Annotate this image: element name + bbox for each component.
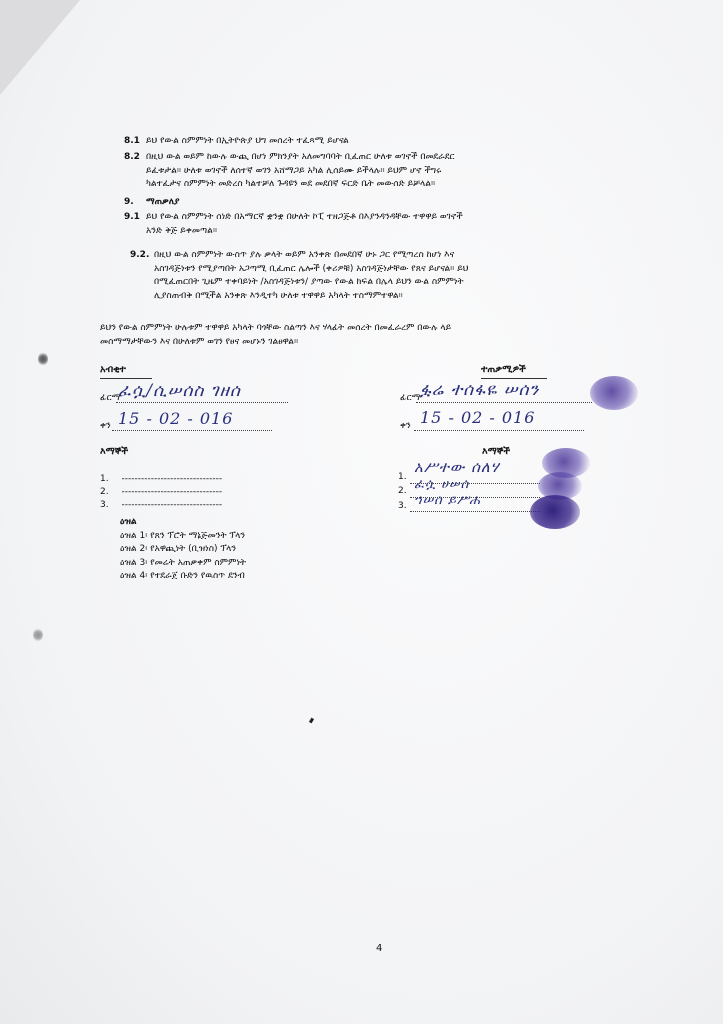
witness-signature: ኀሠሰ ይሥሐ bbox=[414, 493, 481, 508]
clause-line: ይፈቱታል። ሁለቱ ወገኖች ለሰተኛ ወገን አሸማጋይ አካል ሊሰይሙ ይችላሉ። ይህም ሆኖ ችግሩ bbox=[146, 165, 442, 176]
witness-number: 1. bbox=[100, 474, 109, 484]
right-signature: ፏሬ ተሰፋዬ ሠሰን bbox=[420, 380, 540, 400]
annex-item: ዕዝል 3፡ የመሬት አጠቃቀም ስምምነት bbox=[120, 557, 247, 568]
clause-9-2 bbox=[130, 249, 650, 303]
witness-signature: አሥተው ሰለሃ bbox=[414, 458, 500, 476]
witness-row bbox=[100, 487, 222, 497]
annex-item: ዕዝል 4፡ የተደራጀ ቡድን የዉስጥ ደንብ bbox=[120, 571, 245, 581]
clause-number: 8.2 bbox=[124, 152, 140, 162]
stray-mark bbox=[309, 718, 314, 724]
signature-label: ፊርማ bbox=[400, 393, 421, 403]
witness-row bbox=[100, 474, 222, 484]
clause-line: ካልተፈታና ስምምነት መድረስ ካልተቻለ ጉዳዩን ወደ መደበኛ ፍርድ ቤት መውሰድ ይቻላል። bbox=[146, 179, 436, 189]
folded-corner bbox=[0, 0, 80, 95]
clause-line: ይህ የውል ስምምነት ሰነድ በአማርኛ ቋንቋ በሁለት ኮፒ ተዘጋጅቶ በእያንዳንዳቸው ተዋዋይ ወገኖች bbox=[146, 212, 463, 222]
signature-line bbox=[116, 402, 288, 403]
annex-title: ዕዝል bbox=[120, 517, 137, 527]
witness-signature: ፈሷ ሀሠሰ bbox=[414, 477, 470, 492]
page-number: 4 bbox=[376, 943, 383, 954]
witness-row bbox=[100, 500, 222, 510]
punch-hole bbox=[38, 352, 48, 366]
signature-line bbox=[416, 402, 592, 403]
clause-line: አስገዳጅነቱን የሚያጣበት አጋጣሚ ቢፈጠር ሌሎች (ቀሪዎቹ) አስገዳጅነታቸው የጸና ይሆናል። ይህ bbox=[154, 263, 469, 274]
witness-row bbox=[398, 472, 407, 482]
date-label: ቀን bbox=[400, 421, 411, 431]
right-date: 15 - 02 - 016 bbox=[420, 408, 536, 427]
clause-number: 9.1 bbox=[124, 212, 140, 222]
witness-line bbox=[410, 483, 540, 484]
witness-row bbox=[398, 486, 407, 496]
label-underline bbox=[481, 378, 547, 379]
date-line bbox=[112, 430, 272, 431]
date-line bbox=[414, 430, 584, 431]
witness-number: 2. bbox=[398, 486, 407, 496]
witness-number: 3. bbox=[100, 500, 109, 510]
left-witnesses-label: እማኞች bbox=[100, 446, 129, 457]
date-label: ቀን bbox=[100, 421, 111, 431]
witness-number: 3. bbox=[398, 501, 407, 511]
closing-line: ይህን የውል ስምምነት ሁሉቱም ተዋዋይ አካላት ባጎቸው ስልጣን እና ሃላፊት መሰረት በመፈራረም በውሉ ላይ bbox=[100, 323, 452, 333]
witness-value: ------------------------------- bbox=[121, 487, 223, 497]
annex-item: ዕዝል 1፡ የጸን ፕሮት ማኔጅመንት ፕላን bbox=[120, 530, 246, 541]
section-title: ማጠቃለያ bbox=[146, 197, 180, 207]
clause-number: 8.1 bbox=[124, 136, 140, 146]
clause-line: በዚህ ውል ስምምነት ውስጥ ያሉ ቃላት ወይም አንቀጽ በመደበኛ ሁኑ ጋር የሚጣረስ ከሆነ እና bbox=[154, 250, 455, 260]
witness-value: ------------------------------- bbox=[121, 474, 223, 484]
annex-list bbox=[120, 516, 246, 584]
witness-number: 2. bbox=[100, 487, 109, 497]
clause-9-1 bbox=[124, 211, 644, 238]
left-party-label: አብቂተ bbox=[100, 364, 126, 375]
clause-8-1 bbox=[124, 135, 644, 149]
annex-item: ዕዝል 2፡ የአዋጪነት (ቢዝነስ) ፕላን bbox=[120, 544, 237, 554]
clause-line: ሊያስጠብቅ በሚችል አንቀጽ እንዲተካ ሁለቱ ተዋዋይ አካላት ተስማምተዋል። bbox=[154, 290, 403, 301]
clause-8-2 bbox=[124, 151, 644, 192]
right-party-label: ተጠቃሚዎች bbox=[481, 364, 526, 375]
witness-row bbox=[398, 501, 407, 511]
signature-label: ፊርማ bbox=[100, 393, 121, 403]
punch-hole bbox=[33, 628, 43, 642]
witness-number: 1. bbox=[398, 472, 407, 482]
thumbprint bbox=[530, 495, 580, 529]
section-9-heading bbox=[124, 196, 644, 210]
clause-line: አንድ ቅጅ ይቀመጣል። bbox=[146, 225, 218, 236]
clause-line: በሚፈጠርበት ጊዜም ተቀባይነት /አስገዳጅነቱን/ ያጣው የውል ክፍል በሌላ ይህን ውል ስምምነት bbox=[154, 277, 464, 287]
clause-line: በዚህ ውል ወይም ከውሉ ውጪ በሆነ ምክንያት አለመግባባት ቢፈጠር ሁለቱ ወገኖች በመደራደር bbox=[146, 152, 455, 162]
closing-statement bbox=[100, 322, 660, 349]
right-witnesses-label: እማኞች bbox=[482, 446, 511, 457]
clause-text: ይህ የውል ስምምነት በኢትዮጵያ ህግ መሰረት ተፈጻሚ ይሆናል bbox=[146, 136, 349, 146]
closing-line: መስማማታቸውን እና በሁለቱም ወገን የፀና መሆኑን ገልፀዋል። bbox=[100, 336, 299, 347]
witness-line bbox=[410, 511, 540, 512]
section-number: 9. bbox=[124, 197, 134, 207]
witness-value: ------------------------------- bbox=[121, 500, 223, 510]
left-signature: ፈሷ/ሲሠሰስ ገዘሰ bbox=[118, 381, 241, 401]
left-date: 15 - 02 - 016 bbox=[118, 409, 234, 428]
witness-line bbox=[410, 497, 540, 498]
clause-number: 9.2. bbox=[130, 250, 150, 260]
label-underline bbox=[100, 378, 152, 379]
thumbprint bbox=[590, 376, 638, 410]
